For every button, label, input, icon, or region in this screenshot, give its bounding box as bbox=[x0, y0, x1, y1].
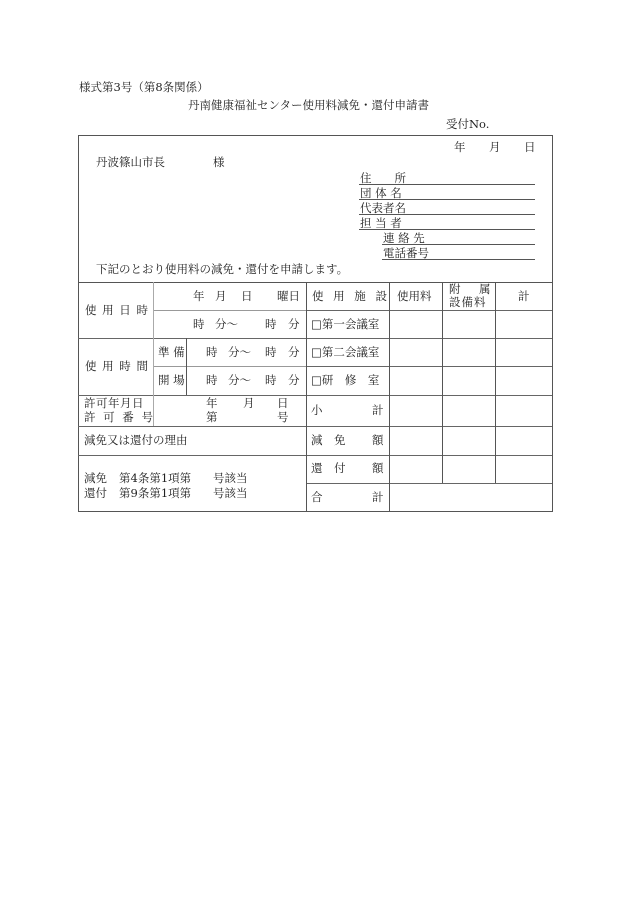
form-number: 様式第3号（第8条関係） bbox=[79, 80, 209, 94]
row-divider bbox=[306, 366, 552, 367]
col-divider bbox=[389, 282, 390, 511]
clause-reduction-suffix: 号該当 bbox=[213, 471, 248, 485]
person-in-charge-label: 担 当 者 bbox=[360, 216, 402, 230]
open-start-hour: 時 bbox=[206, 373, 218, 387]
representative-field[interactable] bbox=[359, 214, 535, 215]
grand-total-label-left: 合 bbox=[311, 490, 323, 504]
row-divider bbox=[153, 310, 306, 311]
group-name-field[interactable] bbox=[359, 199, 535, 200]
permit-day: 日 bbox=[277, 396, 289, 410]
facility-name: 第一会議室 bbox=[321, 317, 380, 331]
facility-training-room[interactable] bbox=[311, 375, 379, 387]
col-divider bbox=[306, 282, 307, 511]
refund-amount-label-right: 額 bbox=[372, 461, 384, 475]
prep-start-min: 分～ bbox=[228, 345, 251, 359]
col-divider bbox=[153, 282, 154, 426]
application-date-month: 月 bbox=[489, 140, 501, 154]
use-date-label: 使 用 日 時 bbox=[85, 303, 149, 317]
open-start-min: 分～ bbox=[228, 373, 251, 387]
facility-name: 研 修 室 bbox=[321, 373, 380, 387]
col-header-equip-bottom: 設備料 bbox=[449, 295, 487, 309]
application-statement: 下記のとおり使用料の減免・還付を申請します。 bbox=[96, 262, 349, 276]
clause-reduction-type: 減免 bbox=[84, 471, 107, 485]
person-in-charge-field[interactable] bbox=[359, 229, 535, 230]
col-header-facility: 使 用 施 設 bbox=[312, 289, 390, 303]
open-end-min: 分 bbox=[288, 373, 300, 387]
col-header-total: 計 bbox=[518, 289, 530, 303]
permit-year: 年 bbox=[206, 396, 218, 410]
receipt-no-label: 受付No. bbox=[446, 117, 490, 131]
contact-field[interactable] bbox=[382, 244, 535, 245]
col-divider bbox=[495, 282, 496, 483]
address-label: 住 所 bbox=[360, 171, 406, 185]
clause-reduction-article: 第4条第1項第 bbox=[119, 471, 192, 485]
checkbox-icon[interactable]: □ bbox=[311, 317, 322, 331]
checkbox-icon[interactable]: □ bbox=[311, 345, 322, 359]
open-end-hour: 時 bbox=[265, 373, 277, 387]
row-divider bbox=[78, 338, 552, 339]
row-divider bbox=[78, 426, 552, 427]
permit-no-label: 許 可 番 号 bbox=[84, 410, 155, 424]
grand-total-label-right: 計 bbox=[372, 490, 384, 504]
col-header-fee: 使用料 bbox=[397, 289, 432, 303]
use-end-hour: 時 bbox=[265, 317, 277, 331]
use-date-weekday: 曜日 bbox=[277, 289, 300, 303]
permit-no-prefix: 第 bbox=[206, 410, 218, 424]
contact-label: 連 絡 先 bbox=[383, 231, 425, 245]
application-date-day: 日 bbox=[524, 140, 536, 154]
col-divider bbox=[442, 282, 443, 483]
prep-end-hour: 時 bbox=[265, 345, 277, 359]
row-divider bbox=[306, 310, 552, 311]
clause-refund-suffix: 号該当 bbox=[213, 486, 248, 500]
row-divider bbox=[78, 395, 552, 396]
prep-end-min: 分 bbox=[288, 345, 300, 359]
checkbox-icon[interactable]: □ bbox=[311, 373, 322, 387]
refund-amount-label-left: 還 付 bbox=[311, 461, 346, 475]
facility-room1[interactable] bbox=[311, 319, 379, 331]
subtotal-label-left: 小 bbox=[311, 403, 323, 417]
group-name-label: 団 体 名 bbox=[360, 186, 402, 200]
use-date-year: 年 bbox=[193, 289, 205, 303]
use-date-month: 月 bbox=[215, 289, 227, 303]
permit-month: 月 bbox=[243, 396, 255, 410]
use-start-min: 分～ bbox=[215, 317, 238, 331]
clause-refund-article: 第9条第1項第 bbox=[119, 486, 192, 500]
row-divider bbox=[78, 455, 306, 456]
addressee: 丹波篠山市長 bbox=[96, 155, 165, 169]
reason-label: 減免又は還付の理由 bbox=[84, 433, 188, 447]
form-title: 丹南健康福祉センター使用料減免・還付申請書 bbox=[188, 98, 430, 112]
use-time-label: 使 用 時 間 bbox=[85, 359, 149, 373]
col-divider bbox=[186, 338, 187, 395]
addressee-honorific: 様 bbox=[213, 155, 225, 169]
row-divider bbox=[153, 366, 306, 367]
use-end-min: 分 bbox=[288, 317, 300, 331]
phone-field[interactable] bbox=[382, 259, 535, 260]
address-field[interactable] bbox=[359, 184, 535, 185]
col-header-equip-top-right: 属 bbox=[479, 282, 491, 296]
permit-date-label: 許可年月日 bbox=[84, 396, 144, 410]
representative-label: 代表者名 bbox=[360, 201, 406, 215]
facility-name: 第二会議室 bbox=[321, 345, 380, 359]
prep-label: 準 備 bbox=[158, 345, 185, 359]
use-start-hour: 時 bbox=[193, 317, 205, 331]
facility-room2[interactable] bbox=[311, 347, 379, 359]
col-header-equip-top-left: 附 bbox=[449, 282, 461, 296]
phone-label: 電話番号 bbox=[383, 246, 429, 260]
open-label: 開 場 bbox=[158, 373, 185, 387]
row-divider bbox=[306, 455, 552, 456]
use-date-day: 日 bbox=[241, 289, 253, 303]
clause-refund-type: 還付 bbox=[84, 486, 107, 500]
prep-start-hour: 時 bbox=[206, 345, 218, 359]
application-date-year: 年 bbox=[454, 140, 466, 154]
subtotal-label-right: 計 bbox=[372, 403, 384, 417]
row-divider bbox=[306, 483, 552, 484]
reduction-amount-label-right: 額 bbox=[372, 433, 384, 447]
permit-no-suffix: 号 bbox=[277, 410, 289, 424]
reduction-amount-label-left: 減 免 bbox=[311, 433, 346, 447]
